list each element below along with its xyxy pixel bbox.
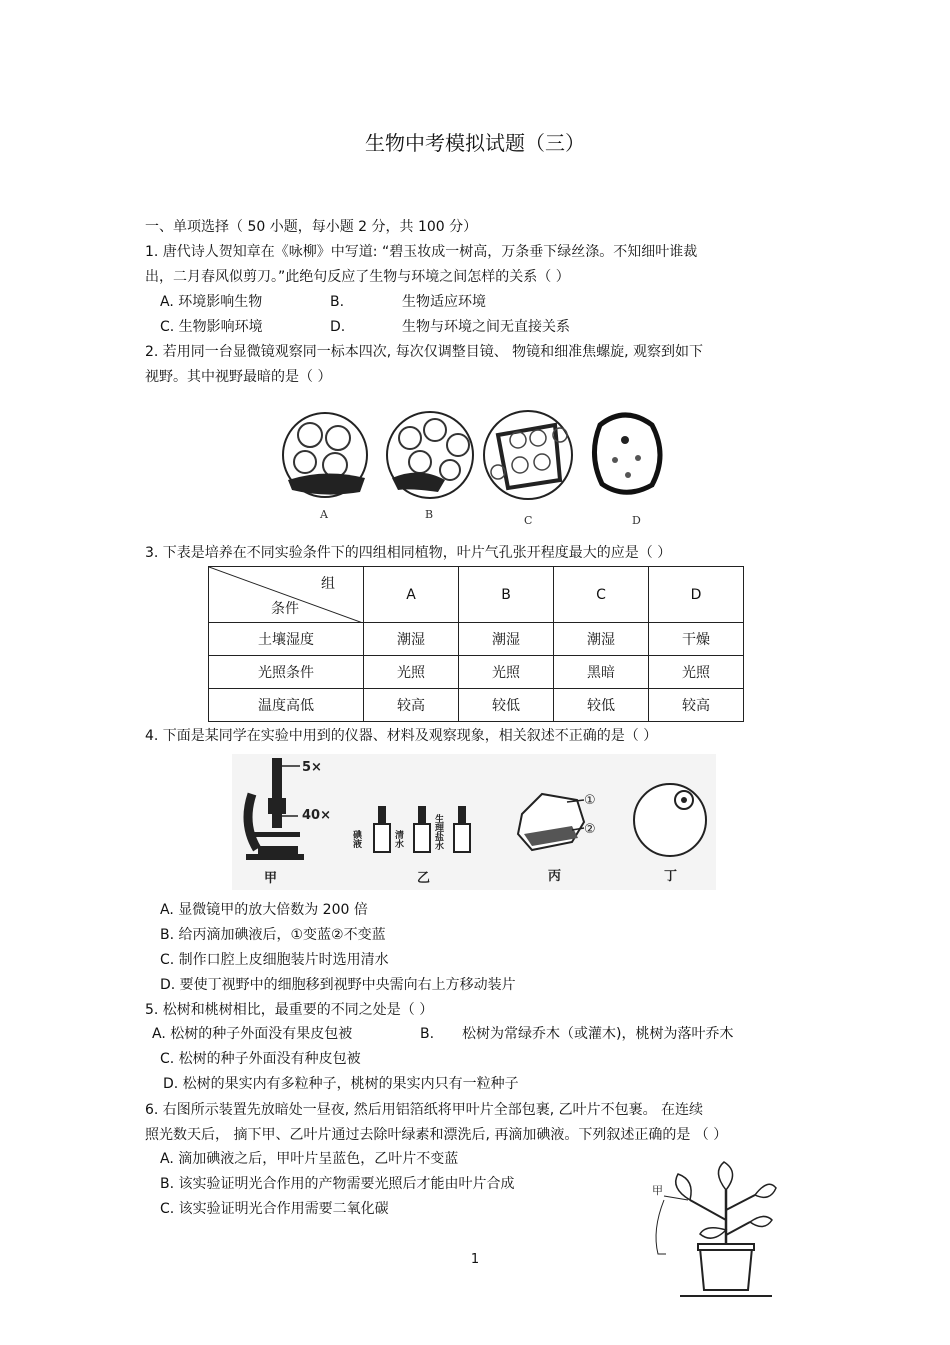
table-col-d: D <box>649 567 744 623</box>
table-cell: 潮湿 <box>554 623 649 656</box>
page-title: 生物中考模拟试题（三） <box>365 131 585 155</box>
plant-leaf-label-jia: 甲 <box>652 1184 663 1197</box>
field-d-label: D <box>632 514 641 527</box>
lab-equipment-figure <box>232 754 716 890</box>
table-row-label: 土壤湿度 <box>209 623 364 656</box>
q4-option-c: C. 制作口腔上皮细胞装片时选用清水 <box>160 952 389 968</box>
page-number: 1 <box>470 1252 480 1267</box>
field-d-image <box>594 415 660 492</box>
q4-option-a: A. 显微镜甲的放大倍数为 200 倍 <box>160 902 368 918</box>
q3-stem: 3. 下表是培养在不同实验条件下的四组相同植物，叶片气孔张开程度最大的应是（ ） <box>145 545 672 561</box>
field-a-label: A <box>320 508 328 521</box>
potted-plant-figure <box>650 1160 780 1302</box>
q1-stem-line2: 出，二月春风似剪刀。”此绝句反应了生物与环境之间怎样的关系（ ） <box>145 269 570 285</box>
microscope-fields-figure <box>270 400 670 530</box>
q2-stem-line2: 视野。其中视野最暗的是（ ） <box>145 369 332 385</box>
figure-label-yi: 乙 <box>417 871 431 886</box>
table-cell: 较低 <box>459 689 554 722</box>
table-cell: 干燥 <box>649 623 744 656</box>
table-cell: 光照 <box>649 656 744 689</box>
q5-option-c: C. 松树的种子外面没有种皮包被 <box>160 1051 361 1067</box>
q1-option-a: A. 环境影响生物 <box>160 294 263 310</box>
table-row <box>209 623 744 656</box>
q1-option-c: C. 生物影响环境 <box>160 319 263 335</box>
field-c-label: C <box>524 514 533 527</box>
figure-label-ding: 丁 <box>664 869 678 884</box>
potted-plant-image <box>656 1162 776 1296</box>
field-b-label: B <box>425 508 434 521</box>
eyepiece-label: 5× <box>302 760 322 775</box>
q5-option-d: D. 松树的果实内有多粒种子，桃树的果实内只有一粒种子 <box>163 1076 519 1092</box>
seed-mark-2: ② <box>584 822 596 837</box>
q4-stem: 4. 下面是某同学在实验中用到的仪器、材料及观察现象，相关叙述不正确的是（ ） <box>145 728 658 744</box>
objective-label: 40× <box>302 808 331 823</box>
table-cell: 潮湿 <box>364 623 459 656</box>
q4-option-d: D. 要使丁视野中的细胞移到视野中央需向右上方移动装片 <box>160 977 516 993</box>
q2-stem-line1: 2. 若用同一台显微镜观察同一标本四次, 每次仅调整目镜、 物镜和细准焦螺旋, 观察到如下 <box>145 344 704 360</box>
table-cell: 光照 <box>459 656 554 689</box>
table-cell: 较高 <box>649 689 744 722</box>
table-cell: 较高 <box>364 689 459 722</box>
q1-stem-line1: 1. 唐代诗人贺知章在《咏柳》中写道: “碧玉妆成一树高，万条垂下绿丝涤。不知细叶谁裁 <box>145 244 698 260</box>
bottle-label-iodine: 碘液 <box>351 830 361 848</box>
q4-option-b: B. 给丙滴加碘液后，①变蓝②不变蓝 <box>160 927 386 943</box>
table-col-c: C <box>554 567 649 623</box>
q6-option-a: A. 滴加碘液之后，甲叶片呈蓝色，乙叶片不变蓝 <box>160 1151 459 1167</box>
figure-label-bing: 丙 <box>548 869 562 884</box>
table-col-a: A <box>364 567 459 623</box>
table-header-condition: 条件 <box>271 601 299 617</box>
field-a-image <box>283 413 367 497</box>
q1-option-b-letter: B. <box>330 294 345 310</box>
table-col-b: B <box>459 567 554 623</box>
conditions-table <box>208 566 744 722</box>
seed-mark-1: ① <box>584 793 596 808</box>
table-row <box>209 689 744 722</box>
table-cell: 黑暗 <box>554 656 649 689</box>
bottle-label-saline: 生理盐水 <box>433 814 443 850</box>
q1-option-b: 生物适应环境 <box>402 294 486 310</box>
q6-option-b: B. 该实验证明光合作用的产物需要光照后才能由叶片合成 <box>160 1176 515 1192</box>
table-header-diagonal-cell <box>209 567 364 623</box>
table-row-label: 温度高低 <box>209 689 364 722</box>
view-field-image <box>634 784 706 856</box>
q5-option-b: 松树为常绿乔木（或灌木)，桃树为落叶乔木 <box>462 1026 734 1042</box>
table-row <box>209 656 744 689</box>
field-c-image <box>484 411 572 499</box>
field-b-image <box>387 412 473 498</box>
q1-option-d: 生物与环境之间无直接关系 <box>402 319 570 335</box>
q6-stem-line2: 照光数天后， 摘下甲、乙叶片通过去除叶绿素和漂洗后, 再滴加碘液。下列叙述正确的是 （ ） <box>145 1127 728 1143</box>
q5-option-b-letter: B. <box>420 1026 435 1042</box>
section-heading: 一、单项选择（ 50 小题，每小题 2 分，共 100 分） <box>145 219 478 235</box>
table-header-group: 组 <box>321 576 335 592</box>
table-cell: 较低 <box>554 689 649 722</box>
figure-label-jia: 甲 <box>264 871 278 886</box>
q5-option-a: A. 松树的种子外面没有果皮包被 <box>152 1026 353 1042</box>
bottle-label-water: 清水 <box>393 830 403 848</box>
q6-stem-line1: 6. 右图所示装置先放暗处一昼夜, 然后用铝箔纸将甲叶片全部包裹, 乙叶片不包裹。 在连续 <box>145 1102 704 1118</box>
q5-stem: 5. 松树和桃树相比，最重要的不同之处是（ ） <box>145 1002 434 1018</box>
table-cell: 光照 <box>364 656 459 689</box>
q6-option-c: C. 该实验证明光合作用需要二氧化碳 <box>160 1201 389 1217</box>
table-row-label: 光照条件 <box>209 656 364 689</box>
table-cell: 潮湿 <box>459 623 554 656</box>
q1-option-d-letter: D. <box>330 319 346 335</box>
